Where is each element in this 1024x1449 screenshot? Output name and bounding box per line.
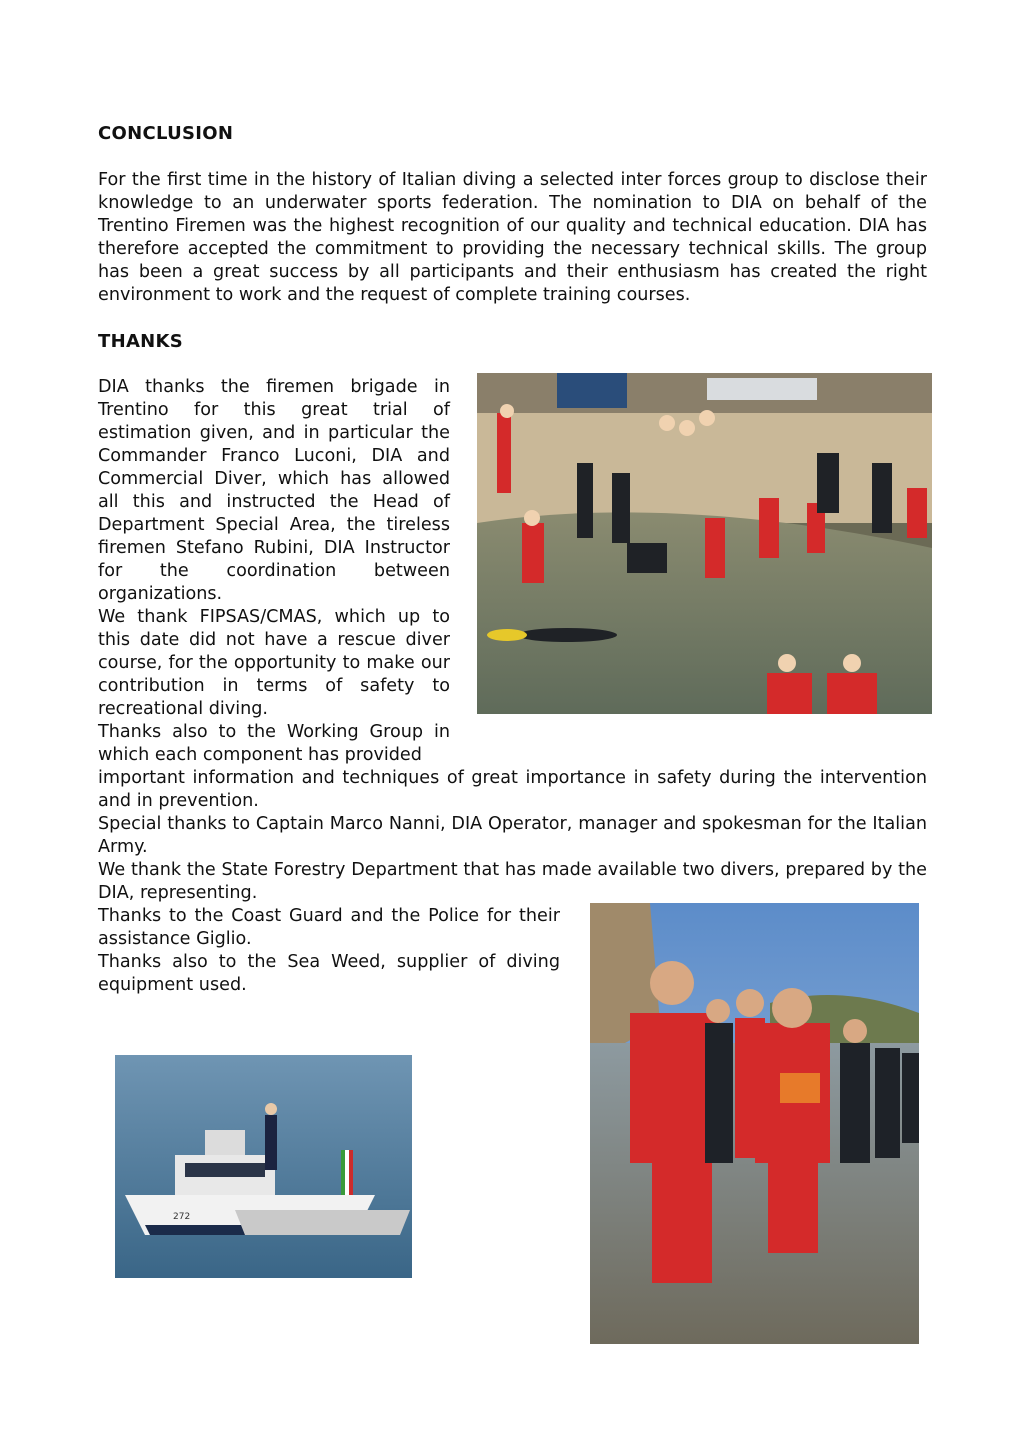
thanks-narrow-column: [98, 376, 450, 767]
thanks-paragraph-3-end: important information and techniques of great importance in safety during the intervention and in prevention.: [98, 768, 927, 811]
thanks-side-column: [98, 905, 560, 997]
thanks-paragraph-3-start: Thanks also to the Working Group in which each component has provided: [98, 722, 450, 765]
thanks-paragraph-6: Thanks to the Coast Guard and the Police for their assistance Giglio.: [98, 906, 560, 949]
thanks-heading: THANKS: [98, 331, 184, 352]
conclusion-heading: CONCLUSION: [98, 123, 234, 144]
thanks-paragraph-2: We thank FIPSAS/CMAS, which up to this date did not have a rescue diver course, for the opportunity to make our contribution in terms of safety to recreational diving.: [98, 607, 450, 719]
thanks-paragraph-7: Thanks also to the Sea Weed, supplier of diving equipment used.: [98, 952, 560, 995]
red-wetsuit-divers-photo: [590, 903, 919, 1344]
thanks-paragraph-4: Special thanks to Captain Marco Nanni, DIA Operator, manager and spokesman for the Italian Army.: [98, 814, 927, 857]
thanks-paragraph-5: We thank the State Forestry Department that has made available two divers, prepared by the DIA, representing.: [98, 860, 927, 903]
conclusion-paragraph: For the first time in the history of Italian diving a selected inter forces group to disclose their knowledge to an underwater sports federation. The nomination to DIA on behalf of the Trentino Firemen was the highest recognition of our quality and technical education. DIA has therefore accepted the commitment to providing the necessary technical skills. The group has been a great success by all participants and their enthusiasm has created the right environment to work and the request of complete training courses.: [98, 170, 927, 305]
thanks-wide-column: [98, 767, 927, 905]
hull-number: 272: [173, 1212, 191, 1222]
beach-training-photo: [477, 373, 932, 714]
patrol-boat-photo: [115, 1055, 412, 1278]
thanks-paragraph-1: DIA thanks the firemen brigade in Trentino for this great trial of estimation given, and in particular the Commander Franco Luconi, DIA and Commercial Diver, which has allowed all this and instructed the Head of Department Special Area, the tireless firemen Stefano Rubini, DIA Instructor for the coordination between organizations.: [98, 377, 450, 604]
